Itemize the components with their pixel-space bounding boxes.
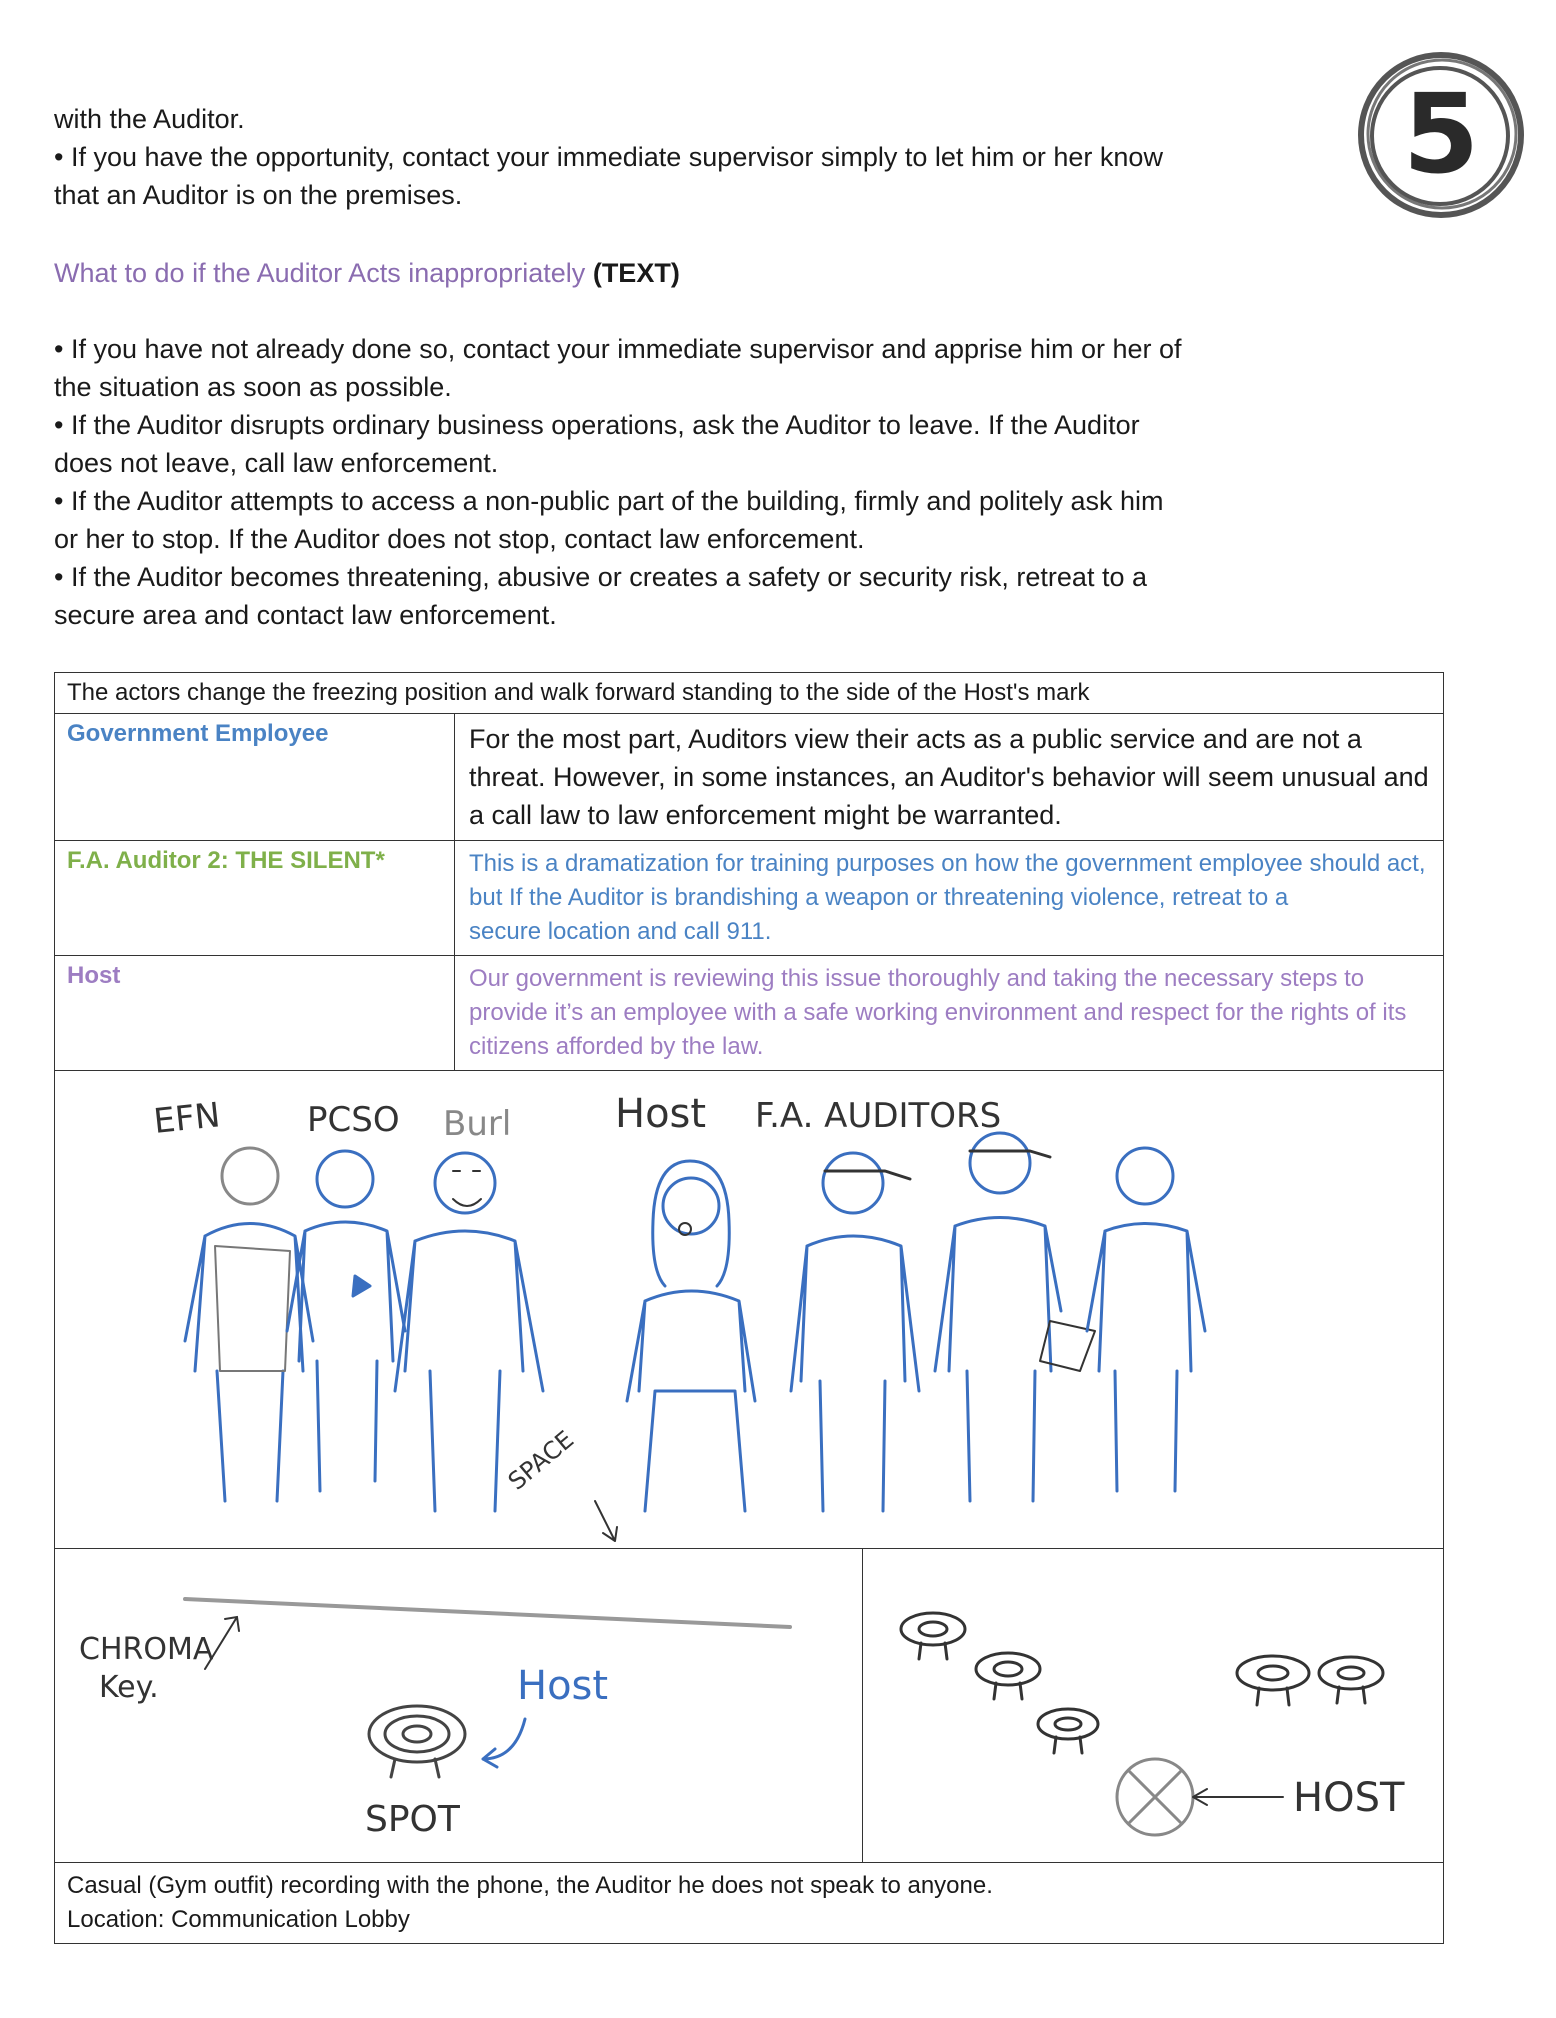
script-table [54,672,1444,1944]
host-x-mark [1117,1759,1193,1835]
space-arrow [595,1501,617,1541]
sketch-label-burl: Burl [443,1104,512,1144]
bullet-line: or her to stop. If the Auditor does not stop, contact law enforcement. [54,524,865,554]
sketch-figure [627,1161,755,1511]
host-spot-marker [369,1706,465,1777]
floor-plan-left [55,1549,863,1862]
notes-row [55,1863,1443,1943]
actor-mark [976,1653,1040,1699]
section-heading [54,258,680,289]
actor-mark [901,1613,965,1659]
bullet-line: • If you have not already done so, contact your immediate supervisor and apprise him or her of [54,334,1182,364]
dialogue-line: secure location and call 911. [469,918,772,945]
floor-plan-row [55,1549,1443,1863]
note-line: Casual (Gym outfit) recording with the phone, the Auditor he does not speak to anyone. [67,1872,993,1899]
sketch-figure [185,1148,313,1501]
dialogue-row [55,956,1443,1071]
sketch-figure [1087,1148,1205,1491]
bullet-line: secure area and contact law enforcement. [54,600,557,630]
actors-sketch [55,1071,1443,1549]
floor-plan-right-sketch [863,1549,1443,1863]
bullet-line: • If the Auditor becomes threatening, abusive or creates a safety or security risk, retreat to a [54,562,1147,592]
bullet-line: • If the Auditor attempts to access a non-public part of the building, firmly and politely ask him [54,486,1164,516]
sketch-label-efn: EFN [151,1095,223,1142]
bullet-line: does not leave, call law enforcement. [54,448,499,478]
scene-notes [55,1863,1005,1943]
bullet-list [54,330,1294,634]
sketch-label-space: SPACE [502,1425,580,1496]
dialogue-host: Our government is reviewing this issue thoroughly and taking the necessary steps to provide it’s an employee with a safe working environment and respect for the rights of its citizens afforded by the law. [469,965,1407,1060]
host-arrow [483,1719,525,1767]
chroma-label: CHROMA [79,1632,214,1667]
role-auditor-silent: F.A. Auditor 2: THE SILENT* [55,841,455,955]
floor-plan-left-sketch [55,1549,861,1863]
sketch-label-pcso: PCSO [307,1100,400,1140]
actor-mark [1038,1709,1098,1753]
floor-plan-right [863,1549,1443,1862]
dialogue-line: This is a dramatization for training purposes on how the government employee should act, but If the Auditor is brandishing a weapon or threatening violence, retreat to a [469,850,1426,911]
actor-mark [1237,1656,1309,1705]
sketch-row [55,1071,1443,1549]
note-line: Location: Communication Lobby [67,1906,410,1933]
bullet-line: the situation as soon as possible. [54,372,452,402]
host-right-label: HOST [1293,1775,1405,1821]
spot-label: SPOT [365,1799,460,1840]
host-right-arrow [1193,1789,1283,1805]
role-government-employee: Government Employee [55,714,455,840]
role-host: Host [55,956,455,1070]
dialogue-auditor-silent [455,841,1443,955]
dialogue-row [55,714,1443,841]
section-heading-text: What to do if the Auditor Acts inappropriately [54,258,586,288]
bullet-line: • If the Auditor disrupts ordinary business operations, ask the Auditor to leave. If the Auditor [54,410,1140,440]
stage-direction: The actors change the freezing position and walk forward standing to the side of the Host's mark [67,679,1090,706]
intro-line: that an Auditor is on the premises. [54,180,463,210]
dialogue-row [55,841,1443,956]
sketch-figure [287,1151,405,1491]
dialogue-government-employee: For the most part, Auditors view their acts as a public service and are not a threat. However, in some instances, an Auditor's behavior will seem unusual and a call law to law enforcement might be warranted. [469,724,1429,830]
sketch-figure [935,1133,1095,1501]
page-number-circle [1350,44,1532,226]
sketch-figure [791,1153,919,1511]
sketch-label-host: Host [615,1091,707,1137]
stage-direction-row [55,673,1443,714]
key-label: Key. [99,1670,159,1705]
section-tag: (TEXT) [592,258,680,288]
intro-line: with the Auditor. [54,104,245,134]
sketch-figure [395,1153,543,1511]
sketch-label-auditors: F.A. AUDITORS [755,1096,1002,1136]
intro-text [54,100,1284,214]
actor-mark [1319,1657,1383,1703]
intro-line: • If you have the opportunity, contact your immediate supervisor simply to let him or her know [54,142,1163,172]
chroma-key-line [185,1599,790,1627]
host-mark-label: Host [517,1663,609,1709]
page-number: 5 [1402,70,1480,198]
